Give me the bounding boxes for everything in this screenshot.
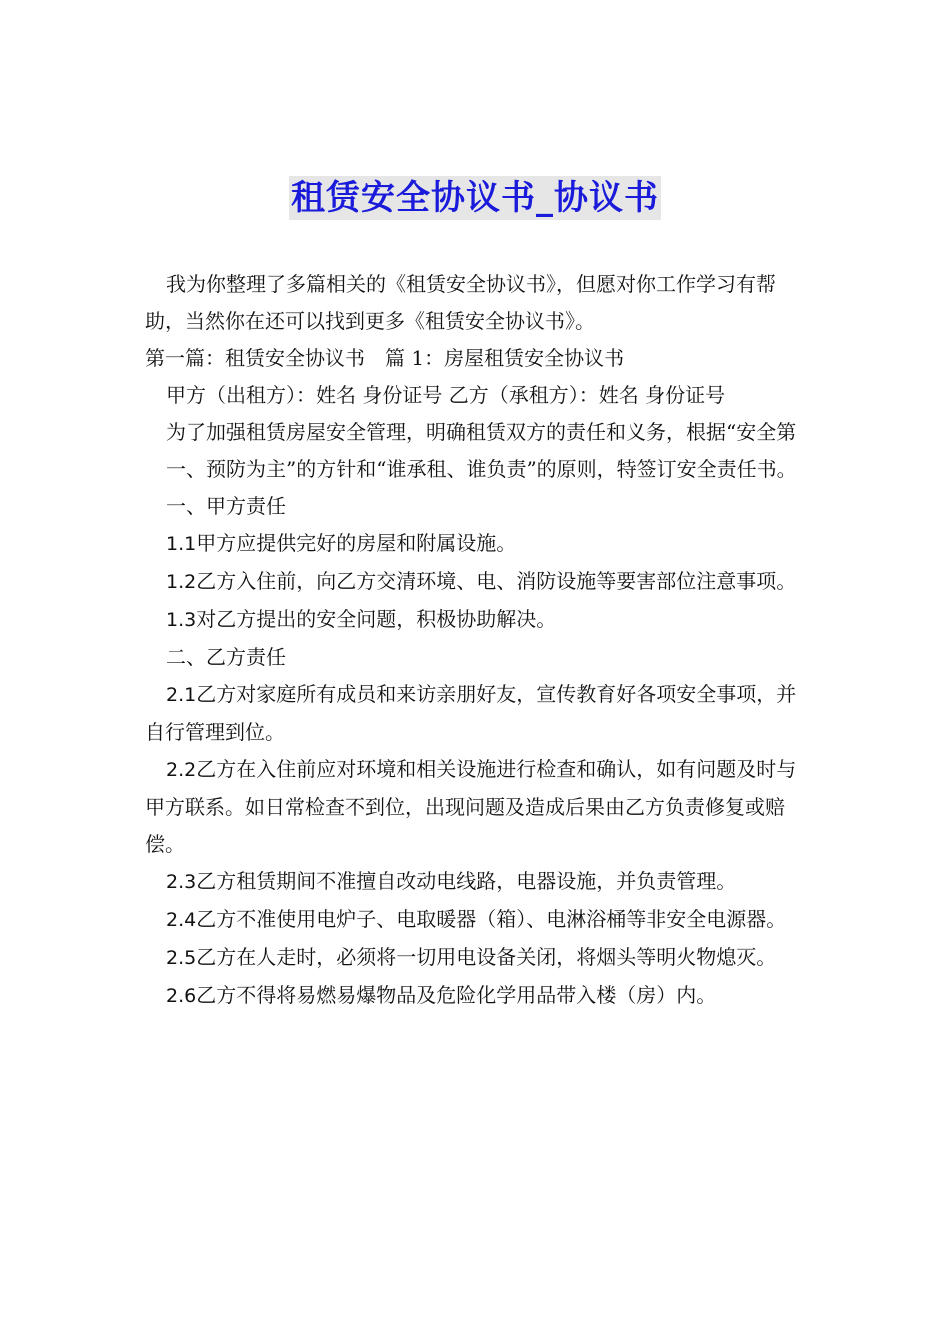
clause-text: 对乙方提出的安全问题，积极协助解决。 [196, 607, 557, 631]
clause-number: 2.2 [166, 759, 197, 781]
clause-number: 2.1 [166, 684, 197, 706]
parties-line: 甲方（出租方）：姓名 身份证号 乙方（承租方）：姓名 身份证号 [166, 383, 726, 407]
clause-1-3 [145, 601, 807, 639]
clause-2-4 [145, 901, 807, 939]
document-body [145, 266, 807, 1015]
clause-number: 2.3 [166, 871, 197, 893]
clause-1-2 [145, 563, 807, 601]
clause-text: 乙方在人走时，必须将一切用电设备关闭，将烟头等明火物熄灭。 [196, 945, 777, 969]
clause-number: 2.6 [166, 985, 197, 1007]
clause-text: 乙方不得将易燃易爆物品及危险化学用品带入楼（房）内。 [196, 983, 717, 1007]
clause-text: 乙方在入住前应对环境和相关设施进行检查和确认，如有问题及时与甲方联系。如日常检查不到位，出现问题及造成后果由乙方负责修复或赔偿。 [145, 757, 797, 856]
section-heading-party-b: 二、乙方责任 [166, 645, 286, 669]
clause-number: 1.2 [166, 571, 197, 593]
clause-2-6 [145, 977, 807, 1015]
clause-2-5 [145, 939, 807, 977]
chapter-heading: 第一篇：租赁安全协议书 篇 1：房屋租赁安全协议书 [145, 346, 625, 370]
purpose-paragraph-2: 一、预防为主”的方针和“谁承租、谁负责”的原则，特签订安全责任书。 [166, 457, 797, 481]
purpose-paragraph-1: 为了加强租赁房屋安全管理，明确租赁双方的责任和义务，根据“安全第 [166, 420, 797, 444]
clause-text: 乙方租赁期间不准擅自改动电线路，电器设施，并负责管理。 [196, 869, 737, 893]
clause-2-1 [145, 676, 807, 751]
clause-2-2 [145, 751, 807, 863]
clause-1-1 [145, 525, 807, 563]
intro-paragraph: 我为你整理了多篇相关的《租赁安全协议书》，但愿对你工作学习有帮助，当然你在还可以找到更多《租赁安全协议书》。 [145, 272, 776, 333]
clause-text: 乙方对家庭所有成员和来访亲朋好友，宣传教育好各项安全事项，并自行管理到位。 [145, 682, 797, 744]
clause-number: 1.1 [166, 533, 197, 555]
section-heading-party-a: 一、甲方责任 [166, 494, 286, 518]
clause-text: 乙方不准使用电炉子、电取暖器（箱）、电淋浴桶等非安全电源器。 [196, 907, 787, 931]
title-container [0, 176, 950, 220]
clause-text: 乙方入住前，向乙方交清环境、电、消防设施等要害部位注意事项。 [196, 569, 797, 593]
document-title: 租赁安全协议书_协议书 [291, 178, 659, 218]
clause-number: 2.5 [166, 947, 197, 969]
clause-number: 2.4 [166, 909, 197, 931]
clause-2-3 [145, 863, 807, 901]
clause-text: 甲方应提供完好的房屋和附属设施。 [196, 531, 517, 555]
clause-number: 1.3 [166, 609, 197, 631]
